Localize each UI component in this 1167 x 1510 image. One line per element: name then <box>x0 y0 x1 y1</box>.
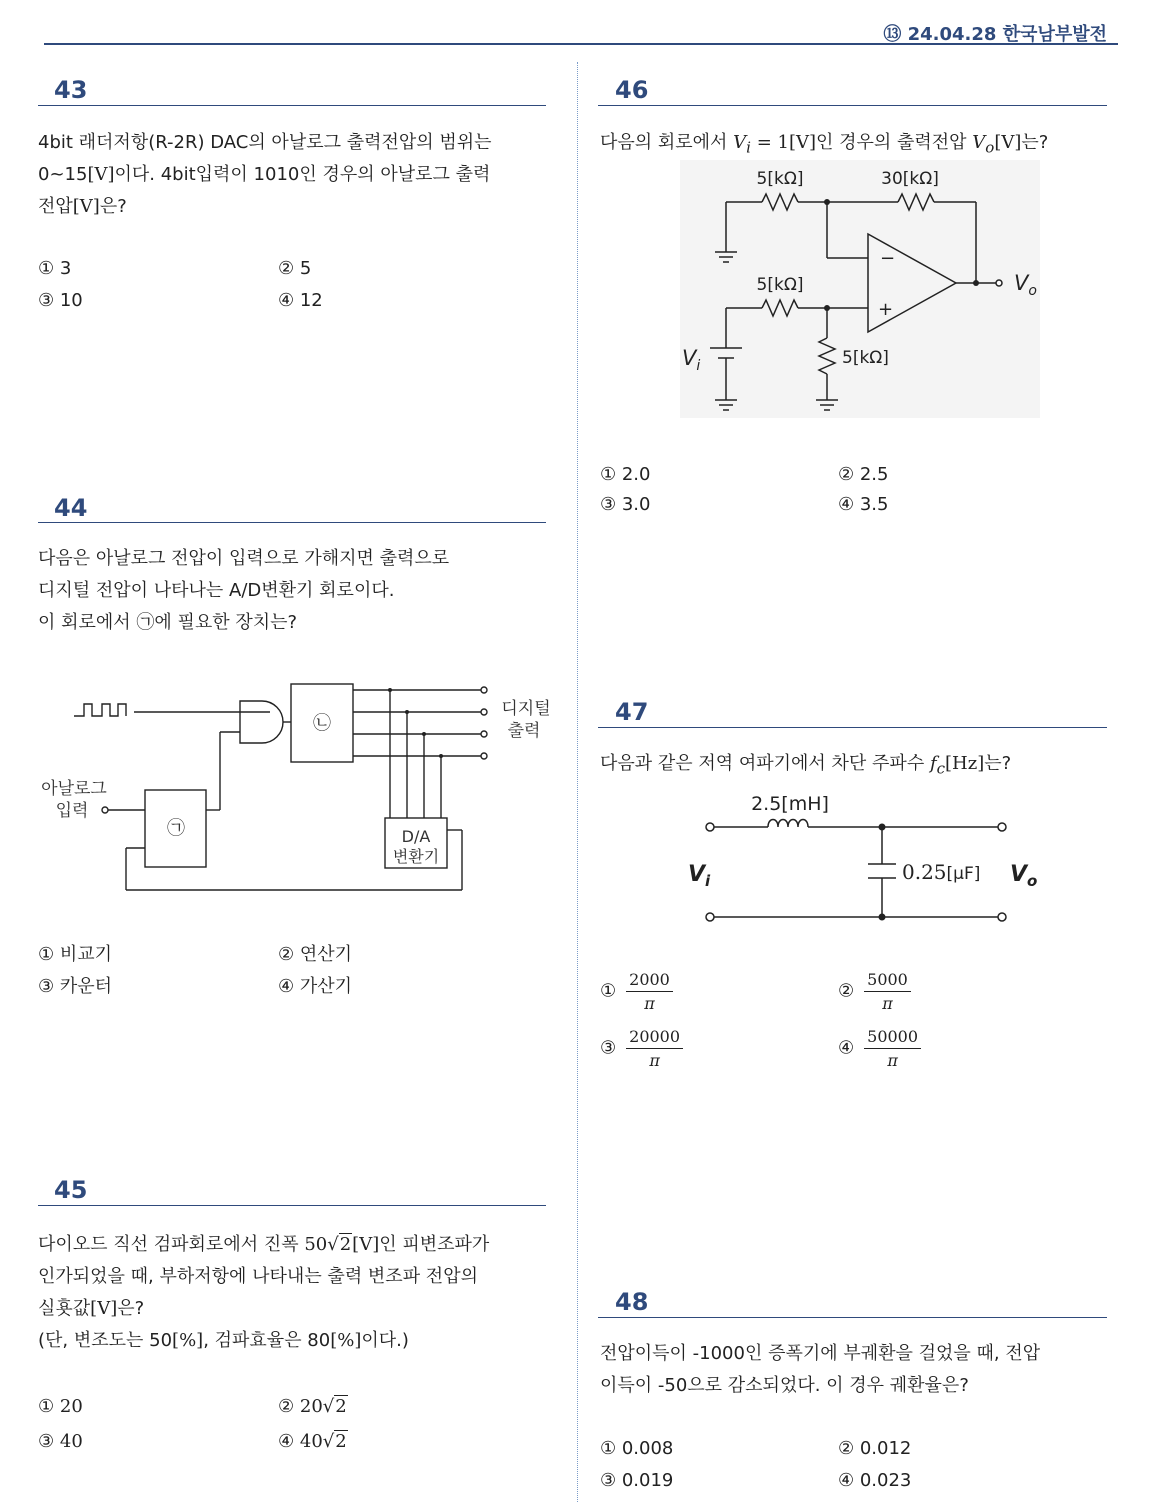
stem-line: 다음은 아날로그 전압이 입력으로 가해지면 출력으로 <box>38 548 450 569</box>
option-4[interactable]: ④ 40√2 <box>278 1431 347 1452</box>
r4-label: 5[kΩ] <box>842 348 889 368</box>
option-3[interactable]: ③ 40 <box>38 1431 83 1452</box>
vi-label: $V_i$ <box>682 346 701 374</box>
option-1[interactable]: ① 20 <box>38 1396 83 1417</box>
question-stem-45 <box>38 1229 558 1357</box>
stem-line: 전압[V]은? <box>38 196 127 217</box>
stem-line: 이 회로에서 ㉠에 필요한 장치는? <box>38 612 298 633</box>
question-rule-48 <box>598 1317 1107 1318</box>
question-rule-44 <box>38 522 546 523</box>
question-number-47: 47 <box>615 698 649 726</box>
clock-signal-icon <box>74 704 126 716</box>
option-4[interactable]: ④ 12 <box>278 290 323 311</box>
question-stem-47 <box>600 748 1110 785</box>
dac-label-2: 변환기 <box>392 847 440 866</box>
opamp-circuit <box>670 160 1050 422</box>
option-2[interactable]: ② 5 <box>278 258 312 279</box>
option-2[interactable]: ② $\frac{5000}{\pi}$ <box>838 970 911 1013</box>
question-number-45: 45 <box>54 1176 88 1204</box>
and-gate <box>240 701 283 743</box>
question-rule-43 <box>38 105 546 106</box>
question-number-48: 48 <box>615 1288 649 1316</box>
block-a-label: ㉠ <box>167 818 185 839</box>
option-1[interactable]: ① 2.0 <box>600 464 651 485</box>
stem-line: (단, 변조도는 50[%], 검파효율은 80[%]이다.) <box>38 1330 409 1351</box>
stem-line: 실횻값[V]은? <box>38 1298 145 1319</box>
option-1[interactable]: ① 0.008 <box>600 1438 674 1459</box>
question-number-44: 44 <box>54 494 88 522</box>
header-rule <box>44 43 1118 45</box>
option-3[interactable]: ③ 3.0 <box>600 494 651 515</box>
stem-line: 다음의 회로에서 $V_i = 1[V]$인 경우의 출력전압 $V_o[V]$는? <box>600 132 1049 157</box>
question-rule-46 <box>598 105 1107 106</box>
question-rule-45 <box>38 1205 546 1206</box>
option-4[interactable]: ④ 가산기 <box>278 976 353 997</box>
question-number-46: 46 <box>615 76 649 104</box>
question-number-43: 43 <box>54 76 88 104</box>
stem-line: 4bit 래더저항(R-2R) DAC의 아날로그 출력전압의 범위는 <box>38 132 492 153</box>
option-4[interactable]: ④ 0.023 <box>838 1470 912 1491</box>
vo-label: $V_o$ <box>1014 271 1037 299</box>
option-2[interactable]: ② 연산기 <box>278 944 353 965</box>
option-4[interactable]: ④ 3.5 <box>838 494 889 515</box>
plus-sign: + <box>878 299 894 320</box>
option-2[interactable]: ② 2.5 <box>838 464 889 485</box>
option-3[interactable]: ③ 0.019 <box>600 1470 674 1491</box>
vo-label: $V_o$ <box>1010 862 1038 890</box>
option-3[interactable]: ③ $\frac{20000}{\pi}$ <box>600 1027 683 1070</box>
input-label-2: 입력 <box>55 801 89 821</box>
stem-line: 다음과 같은 저역 여파기에서 차단 주파수 $f_c[Hz]$는? <box>600 753 1012 778</box>
stem-line: 이득이 -50으로 감소되었다. 이 경우 궤환율은? <box>600 1375 969 1396</box>
question-stem-43 <box>38 127 550 223</box>
question-stem-46 <box>600 127 1110 164</box>
option-2[interactable]: ② 20√2 <box>278 1396 347 1417</box>
option-1[interactable]: ① 비교기 <box>38 944 113 965</box>
option-3[interactable]: ③ 10 <box>38 290 83 311</box>
stem-line: 인가되었을 때, 부하저항에 나타내는 출력 변조파 전압의 <box>38 1266 478 1287</box>
dac-label-1: D/A <box>401 827 431 846</box>
inductor-label: 2.5[mH] <box>751 793 829 815</box>
input-label-1: 아날로그 <box>41 779 107 799</box>
vi-label: $V_i$ <box>688 862 711 890</box>
output-label-2: 출력 <box>507 721 541 741</box>
r1-label: 5[kΩ] <box>756 169 804 189</box>
option-3[interactable]: ③ 카운터 <box>38 976 113 997</box>
question-stem-44 <box>38 543 550 639</box>
inductor-icon <box>768 820 808 828</box>
stem-line: 다이오드 직선 검파회로에서 진폭 50√2[V]인 피변조파가 <box>38 1234 490 1255</box>
option-1[interactable]: ① 3 <box>38 258 72 279</box>
page-header: ⑬ 24.04.28 한국남부발전 <box>883 24 1107 45</box>
block-b-label: ㉡ <box>313 713 331 734</box>
minus-sign: − <box>880 248 896 269</box>
adc-block-diagram <box>30 670 570 900</box>
option-2[interactable]: ② 0.012 <box>838 1438 912 1459</box>
capacitor-label: 0.25[μF] <box>902 860 981 884</box>
r3-label: 5[kΩ] <box>756 275 804 295</box>
question-rule-47 <box>598 727 1107 728</box>
column-divider <box>577 62 578 1502</box>
option-1[interactable]: ① $\frac{2000}{\pi}$ <box>600 970 673 1013</box>
stem-line: 디지털 전압이 나타나는 A/D변환기 회로이다. <box>38 580 395 601</box>
option-4[interactable]: ④ $\frac{50000}{\pi}$ <box>838 1027 921 1070</box>
stem-line: 전압이득이 -1000인 증폭기에 부궤환을 걸었을 때, 전압 <box>600 1343 1041 1364</box>
question-stem-48 <box>600 1338 1110 1402</box>
lowpass-filter-circuit <box>680 786 1050 936</box>
stem-line: 0~15[V]이다. 4bit입력이 1010인 경우의 아날로그 출력 <box>38 164 491 185</box>
r2-label: 30[kΩ] <box>881 169 939 189</box>
output-label-1: 디지털 <box>501 699 551 719</box>
